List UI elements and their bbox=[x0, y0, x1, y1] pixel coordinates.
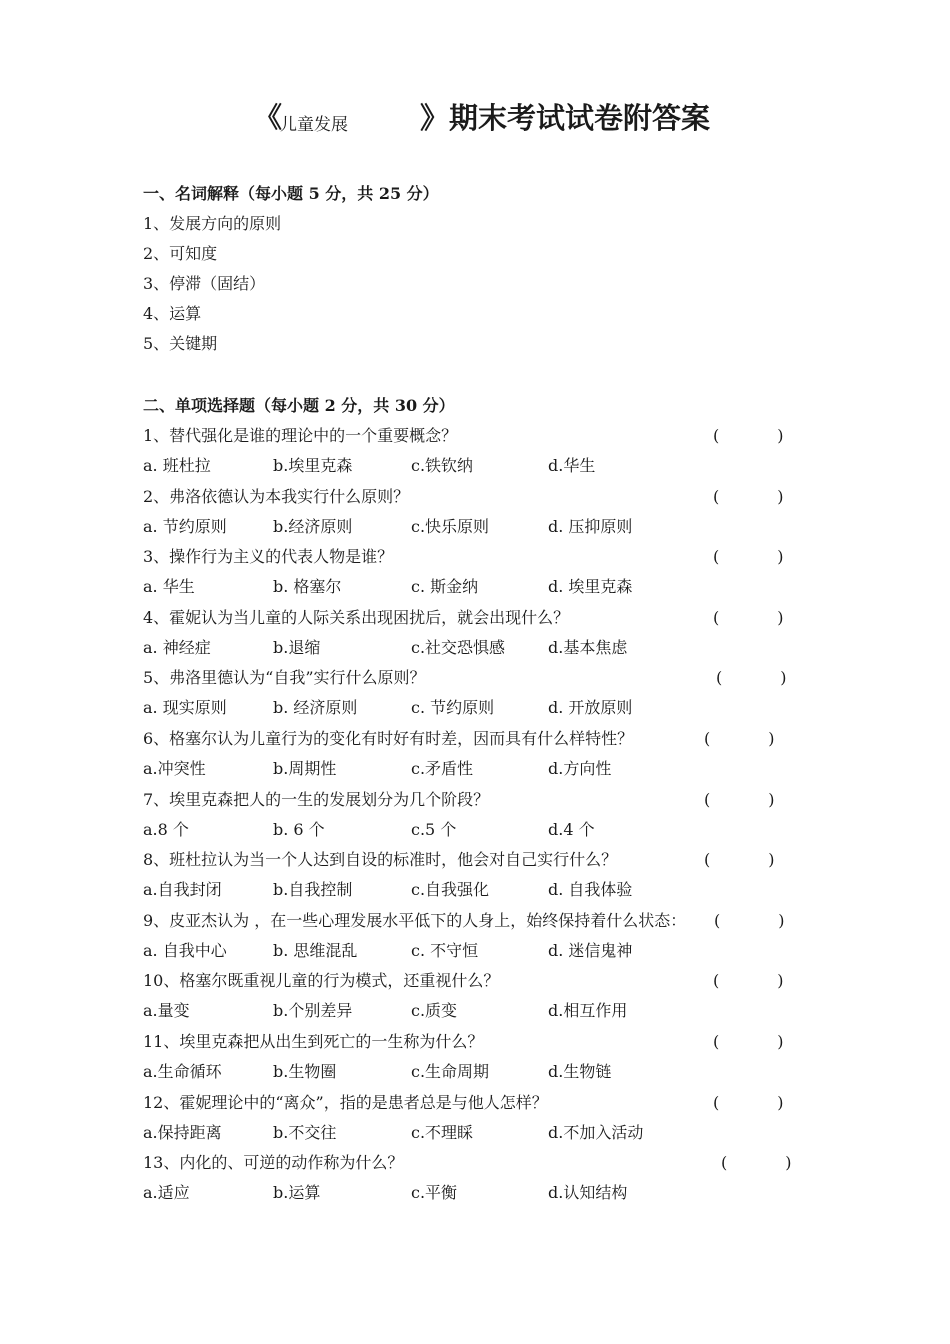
option-b: b.经济原则 bbox=[273, 517, 353, 536]
option-d: d.4 个 bbox=[548, 820, 595, 839]
answer-paren-open: ( bbox=[713, 487, 720, 506]
option-a: a. 节约原则 bbox=[143, 517, 227, 536]
option-d: d.生物链 bbox=[548, 1062, 612, 1081]
answer-paren-close: ) bbox=[768, 850, 775, 869]
answer-paren-open: ( bbox=[713, 547, 720, 566]
option-c: c.铁钦纳 bbox=[411, 456, 474, 475]
option-d: d.不加入活动 bbox=[548, 1123, 644, 1142]
question-text: 2、弗洛依德认为本我实行什么原则？ bbox=[143, 487, 410, 506]
option-d: d.方向性 bbox=[548, 759, 612, 778]
option-a: a. 神经症 bbox=[143, 638, 211, 657]
answer-paren-open: ( bbox=[713, 971, 720, 990]
answer-blank bbox=[704, 790, 775, 810]
question-text: 10、格塞尔既重视儿童的行为模式，还重视什么？ bbox=[143, 971, 500, 990]
option-d: d.基本焦虑 bbox=[548, 638, 628, 657]
question-text: 4、霍妮认为当儿童的人际关系出现困扰后，就会出现什么？ bbox=[143, 608, 570, 627]
question-text: 6、格塞尔认为儿童行为的变化有时好有时差，因而具有什么样特性？ bbox=[143, 729, 634, 748]
option-c: c.质变 bbox=[411, 1001, 458, 1020]
answer-paren-close: ) bbox=[780, 668, 787, 687]
answer-paren-close: ) bbox=[778, 911, 785, 930]
answer-blank bbox=[704, 850, 775, 870]
option-a: a.8 个 bbox=[143, 820, 189, 839]
option-c: c. 不守恒 bbox=[411, 941, 479, 960]
answer-blank bbox=[704, 729, 775, 749]
option-b: b. 思维混乱 bbox=[273, 941, 358, 960]
question-text: 1、替代强化是谁的理论中的一个重要概念？ bbox=[143, 426, 458, 445]
answer-paren-close: ) bbox=[768, 790, 775, 809]
option-c: c.5 个 bbox=[411, 820, 457, 839]
answer-paren-open: ( bbox=[713, 608, 720, 627]
option-d: d. 埃里克森 bbox=[548, 577, 633, 596]
answer-paren-open: ( bbox=[704, 850, 711, 869]
answer-blank bbox=[713, 547, 784, 567]
option-b: b.生物圈 bbox=[273, 1062, 337, 1081]
answer-paren-open: ( bbox=[721, 1153, 728, 1172]
section2-heading: 二、单项选择题（每小题 2 分，共 30 分） bbox=[143, 396, 455, 415]
answer-paren-open: ( bbox=[704, 790, 711, 809]
term-item: 4、运算 bbox=[143, 304, 202, 323]
option-d: d. 自我体验 bbox=[548, 880, 633, 899]
answer-blank bbox=[713, 608, 784, 628]
option-d: d. 压抑原则 bbox=[548, 517, 633, 536]
section1-heading: 一、名词解释（每小题 5 分，共 25 分） bbox=[143, 184, 439, 203]
option-b: b.不交往 bbox=[273, 1123, 337, 1142]
answer-paren-close: ) bbox=[777, 426, 784, 445]
option-c: c. 节约原则 bbox=[411, 698, 495, 717]
answer-paren-open: ( bbox=[713, 1093, 720, 1112]
option-a: a.量变 bbox=[143, 1001, 190, 1020]
option-b: b. 经济原则 bbox=[273, 698, 358, 717]
answer-blank bbox=[713, 426, 784, 446]
answer-paren-open: ( bbox=[714, 911, 721, 930]
question-text: 3、操作行为主义的代表人物是谁？ bbox=[143, 547, 394, 566]
answer-paren-open: ( bbox=[716, 668, 723, 687]
option-c: c.自我强化 bbox=[411, 880, 490, 899]
answer-paren-close: ) bbox=[777, 547, 784, 566]
option-c: c.平衡 bbox=[411, 1183, 458, 1202]
option-a: a.生命循环 bbox=[143, 1062, 222, 1081]
option-a: a.适应 bbox=[143, 1183, 190, 1202]
answer-paren-open: ( bbox=[704, 729, 711, 748]
option-a: a.冲突性 bbox=[143, 759, 206, 778]
option-d: d. 迷信鬼神 bbox=[548, 941, 633, 960]
answer-paren-open: ( bbox=[713, 1032, 720, 1051]
answer-blank bbox=[713, 971, 784, 991]
term-item: 3、停滞（固结） bbox=[143, 274, 266, 293]
option-c: c.不理睬 bbox=[411, 1123, 474, 1142]
option-b: b.运算 bbox=[273, 1183, 321, 1202]
option-b: b.自我控制 bbox=[273, 880, 353, 899]
option-a: a. 华生 bbox=[143, 577, 195, 596]
answer-blank bbox=[713, 1032, 784, 1052]
option-c: c.生命周期 bbox=[411, 1062, 490, 1081]
question-text: 8、班杜拉认为当一个人达到自设的标准时，他会对自己实行什么？ bbox=[143, 850, 618, 869]
answer-blank bbox=[721, 1153, 792, 1173]
answer-paren-close: ) bbox=[777, 971, 784, 990]
option-c: c.矛盾性 bbox=[411, 759, 474, 778]
question-text: 5、弗洛里德认为“自我”实行什么原则？ bbox=[143, 668, 426, 687]
option-b: b.周期性 bbox=[273, 759, 337, 778]
answer-paren-close: ) bbox=[777, 608, 784, 627]
option-a: a.保持距离 bbox=[143, 1123, 222, 1142]
question-text: 9、皮亚杰认为 ，在一些心理发展水平低下的人身上，始终保持着什么状态： bbox=[143, 911, 687, 930]
answer-blank bbox=[713, 1093, 784, 1113]
option-d: d. 开放原则 bbox=[548, 698, 633, 717]
answer-blank bbox=[713, 487, 784, 507]
option-b: b.退缩 bbox=[273, 638, 321, 657]
answer-paren-close: ) bbox=[777, 487, 784, 506]
answer-paren-open: ( bbox=[713, 426, 720, 445]
option-c: c.社交恐惧感 bbox=[411, 638, 506, 657]
page-title bbox=[0, 96, 950, 140]
term-item: 5、关键期 bbox=[143, 334, 218, 353]
option-b: b. 格塞尔 bbox=[273, 577, 342, 596]
option-a: a. 现实原则 bbox=[143, 698, 227, 717]
term-item: 2、可知度 bbox=[143, 244, 218, 263]
option-d: d.相互作用 bbox=[548, 1001, 628, 1020]
title-rest: 》期末考试试卷附答案 bbox=[420, 101, 711, 135]
question-text: 7、埃里克森把人的一生的发展划分为几个阶段？ bbox=[143, 790, 490, 809]
answer-paren-close: ) bbox=[785, 1153, 792, 1172]
option-b: b.埃里克森 bbox=[273, 456, 353, 475]
title-open-bracket: 《 bbox=[254, 101, 283, 134]
answer-blank bbox=[716, 668, 787, 688]
option-a: a. 自我中心 bbox=[143, 941, 227, 960]
question-text: 13、内化的、可逆的动作称为什么？ bbox=[143, 1153, 404, 1172]
option-a: a.自我封闭 bbox=[143, 880, 222, 899]
option-a: a. 班杜拉 bbox=[143, 456, 211, 475]
option-b: b. 6 个 bbox=[273, 820, 325, 839]
term-item: 1、发展方向的原则 bbox=[143, 214, 282, 233]
question-text: 11、埃里克森把从出生到死亡的一生称为什么？ bbox=[143, 1032, 484, 1051]
answer-paren-close: ) bbox=[768, 729, 775, 748]
title-course-name: 儿童发展 bbox=[280, 115, 348, 135]
answer-paren-close: ) bbox=[777, 1093, 784, 1112]
option-c: c. 斯金纳 bbox=[411, 577, 479, 596]
option-d: d.认知结构 bbox=[548, 1183, 628, 1202]
option-b: b.个别差异 bbox=[273, 1001, 353, 1020]
option-d: d.华生 bbox=[548, 456, 596, 475]
answer-blank bbox=[714, 911, 785, 931]
option-c: c.快乐原则 bbox=[411, 517, 490, 536]
answer-paren-close: ) bbox=[777, 1032, 784, 1051]
question-text: 12、霍妮理论中的“离众”，指的是患者总是与他人怎样？ bbox=[143, 1093, 548, 1112]
